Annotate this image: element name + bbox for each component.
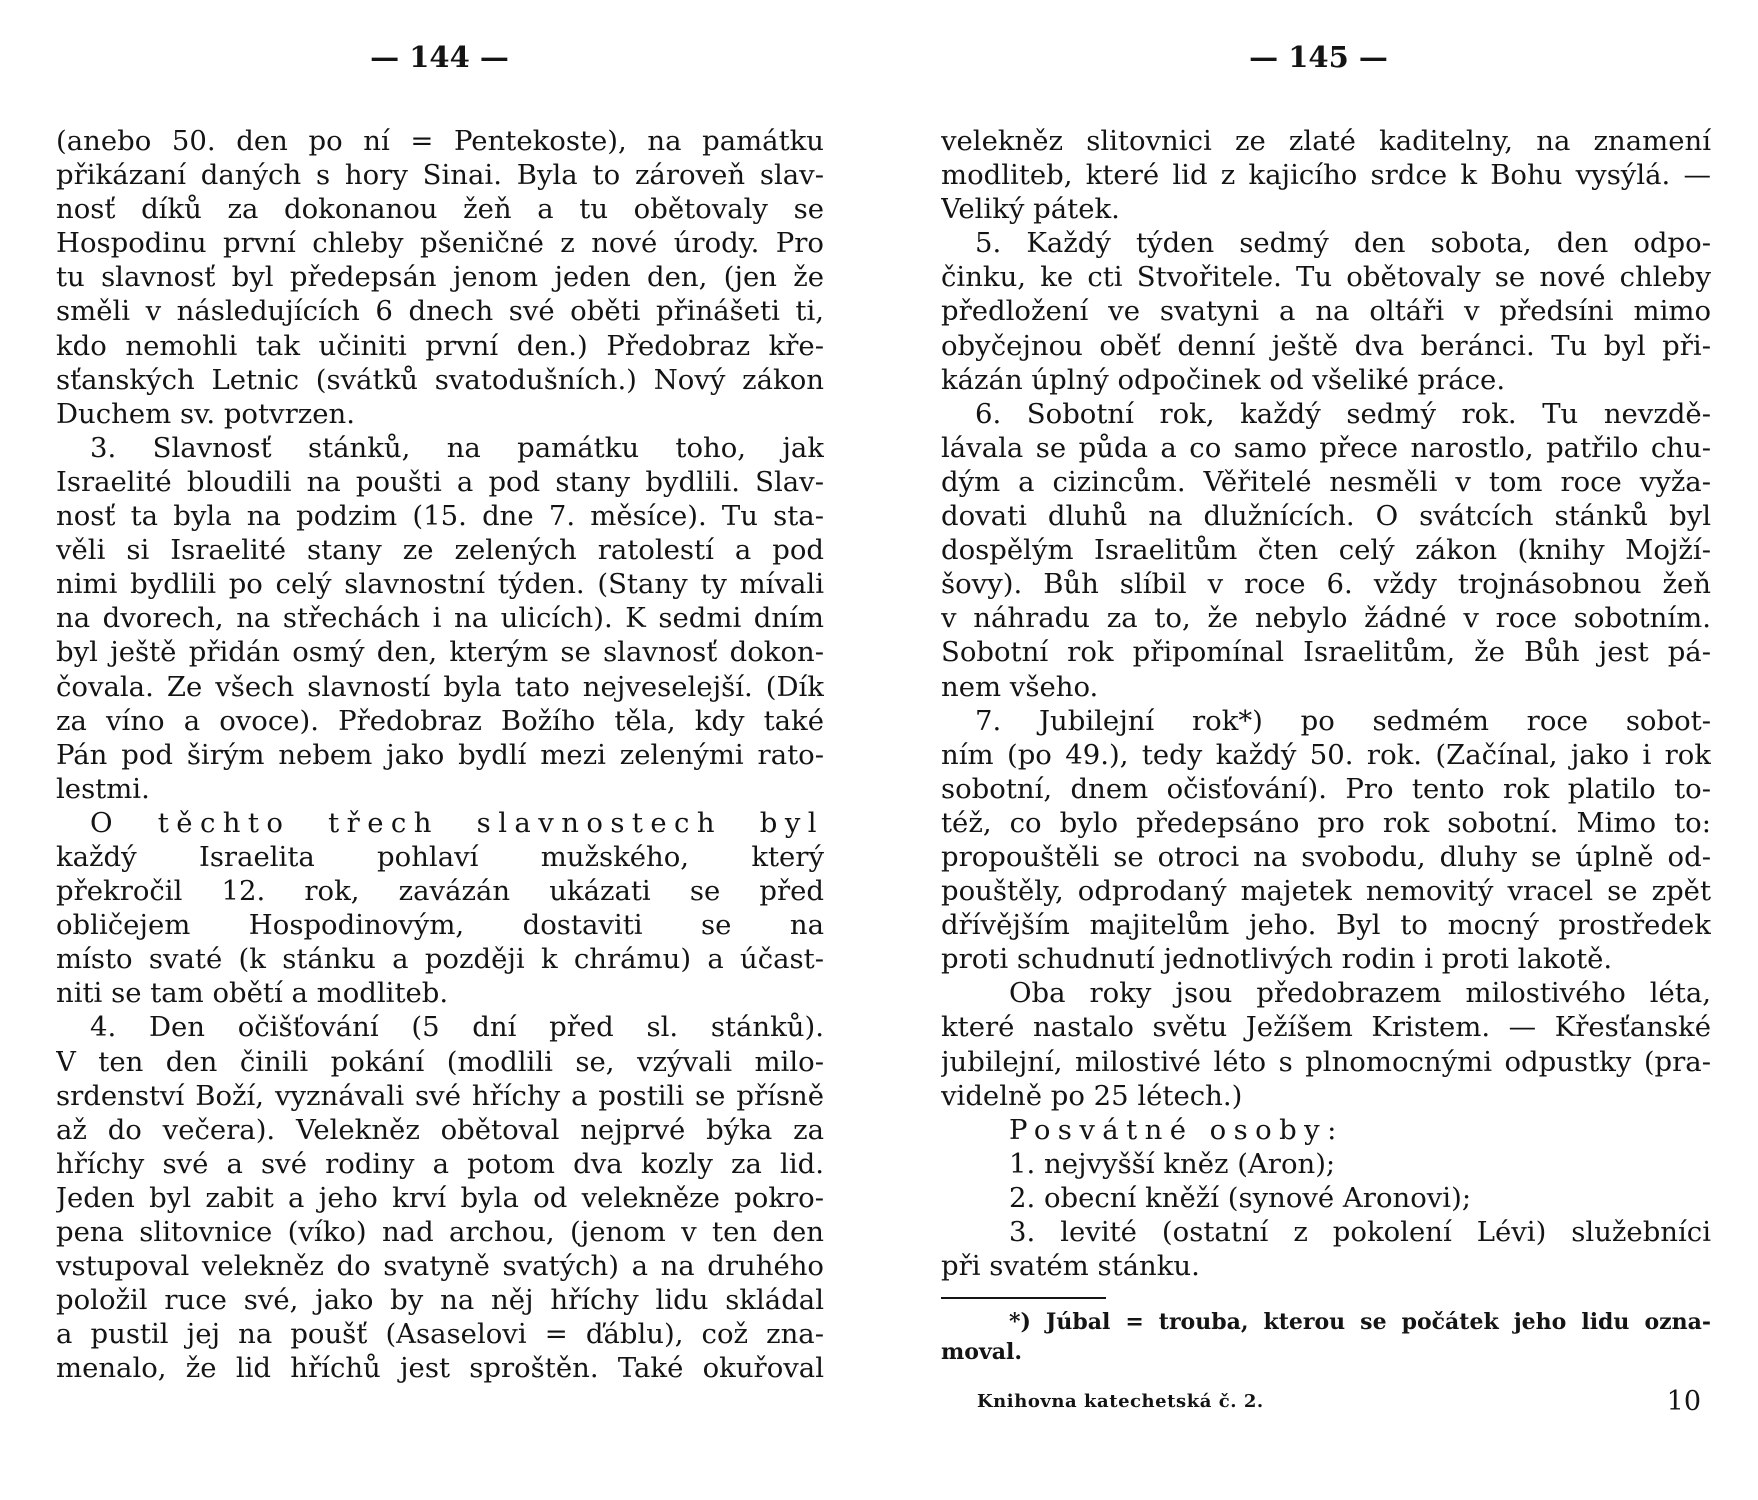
text-line: přikázaní daných s hory Sinai. Byla to zároveň slav- [56, 159, 824, 192]
right-page [879, 0, 1758, 1500]
text-line: Oba roky jsou předobrazem milostivého léta, [1009, 977, 1711, 1010]
footnote-line: moval. [941, 1339, 1023, 1366]
text-line: dospělým Israelitům čten celý zákon (knihy Mojží- [941, 534, 1711, 567]
text-line: sobotní, dnem očisťování). Pro tento rok platilo to- [941, 772, 1711, 805]
text-line: 7. Jubilejní rok*) po sedmém roce sobot- [975, 704, 1711, 737]
text-line: nosť díků za dokonanou žeň a tu obětovaly se [56, 193, 824, 226]
text-line: lestmi. [56, 772, 150, 805]
right-column-text [941, 124, 1711, 1417]
list-item: 1. nejvyšší kněz (Aron); [1009, 1147, 1336, 1180]
text-line: Israelité bloudili na poušti a pod stany bydlili. Slav- [56, 465, 824, 498]
text-line: velekněz slitovnici ze zlaté kaditelny, na znamení [941, 125, 1711, 157]
page-number-left: — 144 — [370, 40, 509, 74]
text-line: vstupoval velekněz do svatyně svatých) a na druhého [56, 1250, 824, 1283]
text-line: činku, ke cti Stvořitele. Tu obětovaly se nové chleby [941, 261, 1711, 294]
text-line: srdenství Boží, vyznávali své hříchy a postili se přísně [56, 1079, 824, 1112]
text-line: V ten den činili pokání (modlili se, vzývali milo- [56, 1045, 824, 1078]
text-line: hříchy své a své rodiny a potom dva kozly za lid. [56, 1147, 824, 1180]
text-line: byl ještě přidán osmý den, kterým se slavnosť dokon- [56, 636, 824, 669]
text-line: jubilejní, milostivé léto s plnomocnými odpustky (pra- [941, 1045, 1711, 1078]
text-line: nem všeho. [941, 670, 1099, 703]
text-line: předložení ve svatyni a na oltáři v předsíni mimo [941, 295, 1711, 328]
text-line: na dvorech, na střechách i na ulicích). K sedmi dním [56, 602, 824, 635]
signature-mark: Knihovna katechetská č. 2. [977, 1391, 1264, 1413]
text-line: ním (po 49.), tedy každý 50. rok. (Začínal, jako i rok [941, 738, 1711, 771]
text-line: též, co bylo předepsáno pro rok sobotní. Mimo to: [941, 806, 1711, 839]
text-line: obyčejnou oběť denní ještě dva beránci. Tu byl při- [941, 329, 1711, 362]
text-line: směli v následujících 6 dnech své oběti přinášeti ti, [56, 295, 824, 328]
text-line: modliteb, které lid z kajicího srdce k Bohu vysýlá. — [941, 159, 1711, 192]
text-line: dovati dluhů na dlužnících. O svátcích stánků byl [941, 500, 1711, 533]
text-line: O těchto třech slavnostech byl [90, 806, 824, 839]
text-line: pena slitovnice (víko) nad archou, (jenom v ten den [56, 1216, 824, 1248]
text-line: niti se tam obětí a modliteb. [56, 977, 449, 1010]
text-line: při svatém stánku. [941, 1250, 1200, 1283]
text-line: každý Israelita pohlaví mužského, který [56, 840, 824, 873]
section-heading: Posvátné osoby: [1009, 1113, 1344, 1146]
text-line: nimi bydlili po celý slavnostní týden. (Stany ty mívali [56, 568, 824, 601]
text-line: Duchem sv. potvrzen. [56, 397, 355, 430]
left-column-text [56, 124, 824, 1385]
text-line: (anebo 50. den po ní = Pentekoste), na památku [56, 125, 824, 157]
text-line: 3. Slavnosť stánků, na památku toho, jak [90, 431, 824, 464]
text-line: šovy). Bůh slíbil v roce 6. vždy trojnásobnou žeň [941, 568, 1711, 601]
text-line: menalo, že lid hříchů jest sproštěn. Také okuřoval [56, 1352, 824, 1385]
page-number-right: — 145 — [1249, 40, 1388, 74]
text-line: obličejem Hospodinovým, dostaviti se na [56, 909, 824, 942]
list-item: 3. levité (ostatní z pokolení Lévi) služebníci [1009, 1216, 1711, 1248]
text-line: věli si Israelité stany ze zelených ratolestí a pod [56, 534, 824, 567]
footnote-divider [941, 1297, 1106, 1299]
text-line: a pustil jej na poušť (Asaselovi = ďáblu), což zna- [56, 1318, 824, 1351]
text-line: až do večera). Velekněz obětoval nejprvé býka za [56, 1113, 824, 1146]
text-line: čovala. Ze všech slavností byla tato nejveselejší. (Dík [56, 670, 824, 703]
text-line: 6. Sobotní rok, každý sedmý rok. Tu nevzdě- [975, 397, 1711, 430]
page-footer [941, 1387, 1711, 1417]
text-line: 5. Každý týden sedmý den sobota, den odpo- [975, 227, 1711, 260]
text-line: kázán úplný odpočinek od všeliké práce. [941, 363, 1506, 396]
text-line: sťanských Letnic (svátků svatodušních.) Nový zákon [56, 363, 824, 396]
text-line: proti schudnutí jednotlivých rodin i proti lakotě. [941, 943, 1613, 976]
text-line: dřívějším majitelům jeho. Byl to mocný prostředek [941, 909, 1711, 942]
list-item: 2. obecní kněží (synové Aronovi); [1009, 1181, 1472, 1214]
text-line: Jeden byl zabit a jeho krví byla od velekněze pokro- [56, 1181, 824, 1214]
text-line: nosť ta byla na podzim (15. dne 7. měsíce). Tu sta- [56, 500, 824, 533]
text-line: lávala se půda a co samo přece narostlo, patřilo chu- [941, 431, 1711, 464]
sheet-number: 10 [1666, 1386, 1701, 1418]
text-line: tu slavnosť byl předepsán jenom jeden den, (jen že [56, 261, 824, 294]
text-line: překročil 12. rok, zavázán ukázati se před [56, 875, 824, 908]
text-line: místo svaté (k stánku a později k chrámu) a účast- [56, 943, 824, 976]
text-line: 4. Den očišťování (5 dní před sl. stánků). [90, 1011, 824, 1044]
text-line: které nastalo světu Ježíšem Kristem. — Křesťanské [941, 1011, 1711, 1044]
text-line: Pán pod širým nebem jako bydlí mezi zelenými rato- [56, 738, 824, 771]
text-line: pouštěly, odprodaný majetek nemovitý vracel se zpět [941, 875, 1711, 908]
text-line: Hospodinu první chleby pšeničné z nové úrody. Pro [56, 227, 824, 260]
text-line: Veliký pátek. [941, 193, 1120, 226]
text-line: za víno a ovoce). Předobraz Božího těla, kdy také [56, 704, 824, 737]
text-line: Sobotní rok připomínal Israelitům, že Bůh jest pá- [941, 636, 1711, 669]
text-line: dým a cizincům. Věřitelé nesměli v tom roce vyža- [941, 465, 1711, 498]
text-line: kdo nemohli tak učiniti první den.) Předobraz kře- [56, 329, 824, 362]
text-line: propouštěli se otroci na svobodu, dluhy se úplně od- [941, 840, 1711, 873]
text-line: položil ruce své, jako by na něj hříchy lidu skládal [56, 1284, 824, 1317]
text-line: videlně po 25 létech.) [941, 1079, 1243, 1112]
footnote-line: *) Júbal = trouba, kterou se počátek jeho lidu ozna- [1009, 1309, 1711, 1336]
text-line: v náhradu za to, že nebylo žádné v roce sobotním. [941, 602, 1711, 635]
